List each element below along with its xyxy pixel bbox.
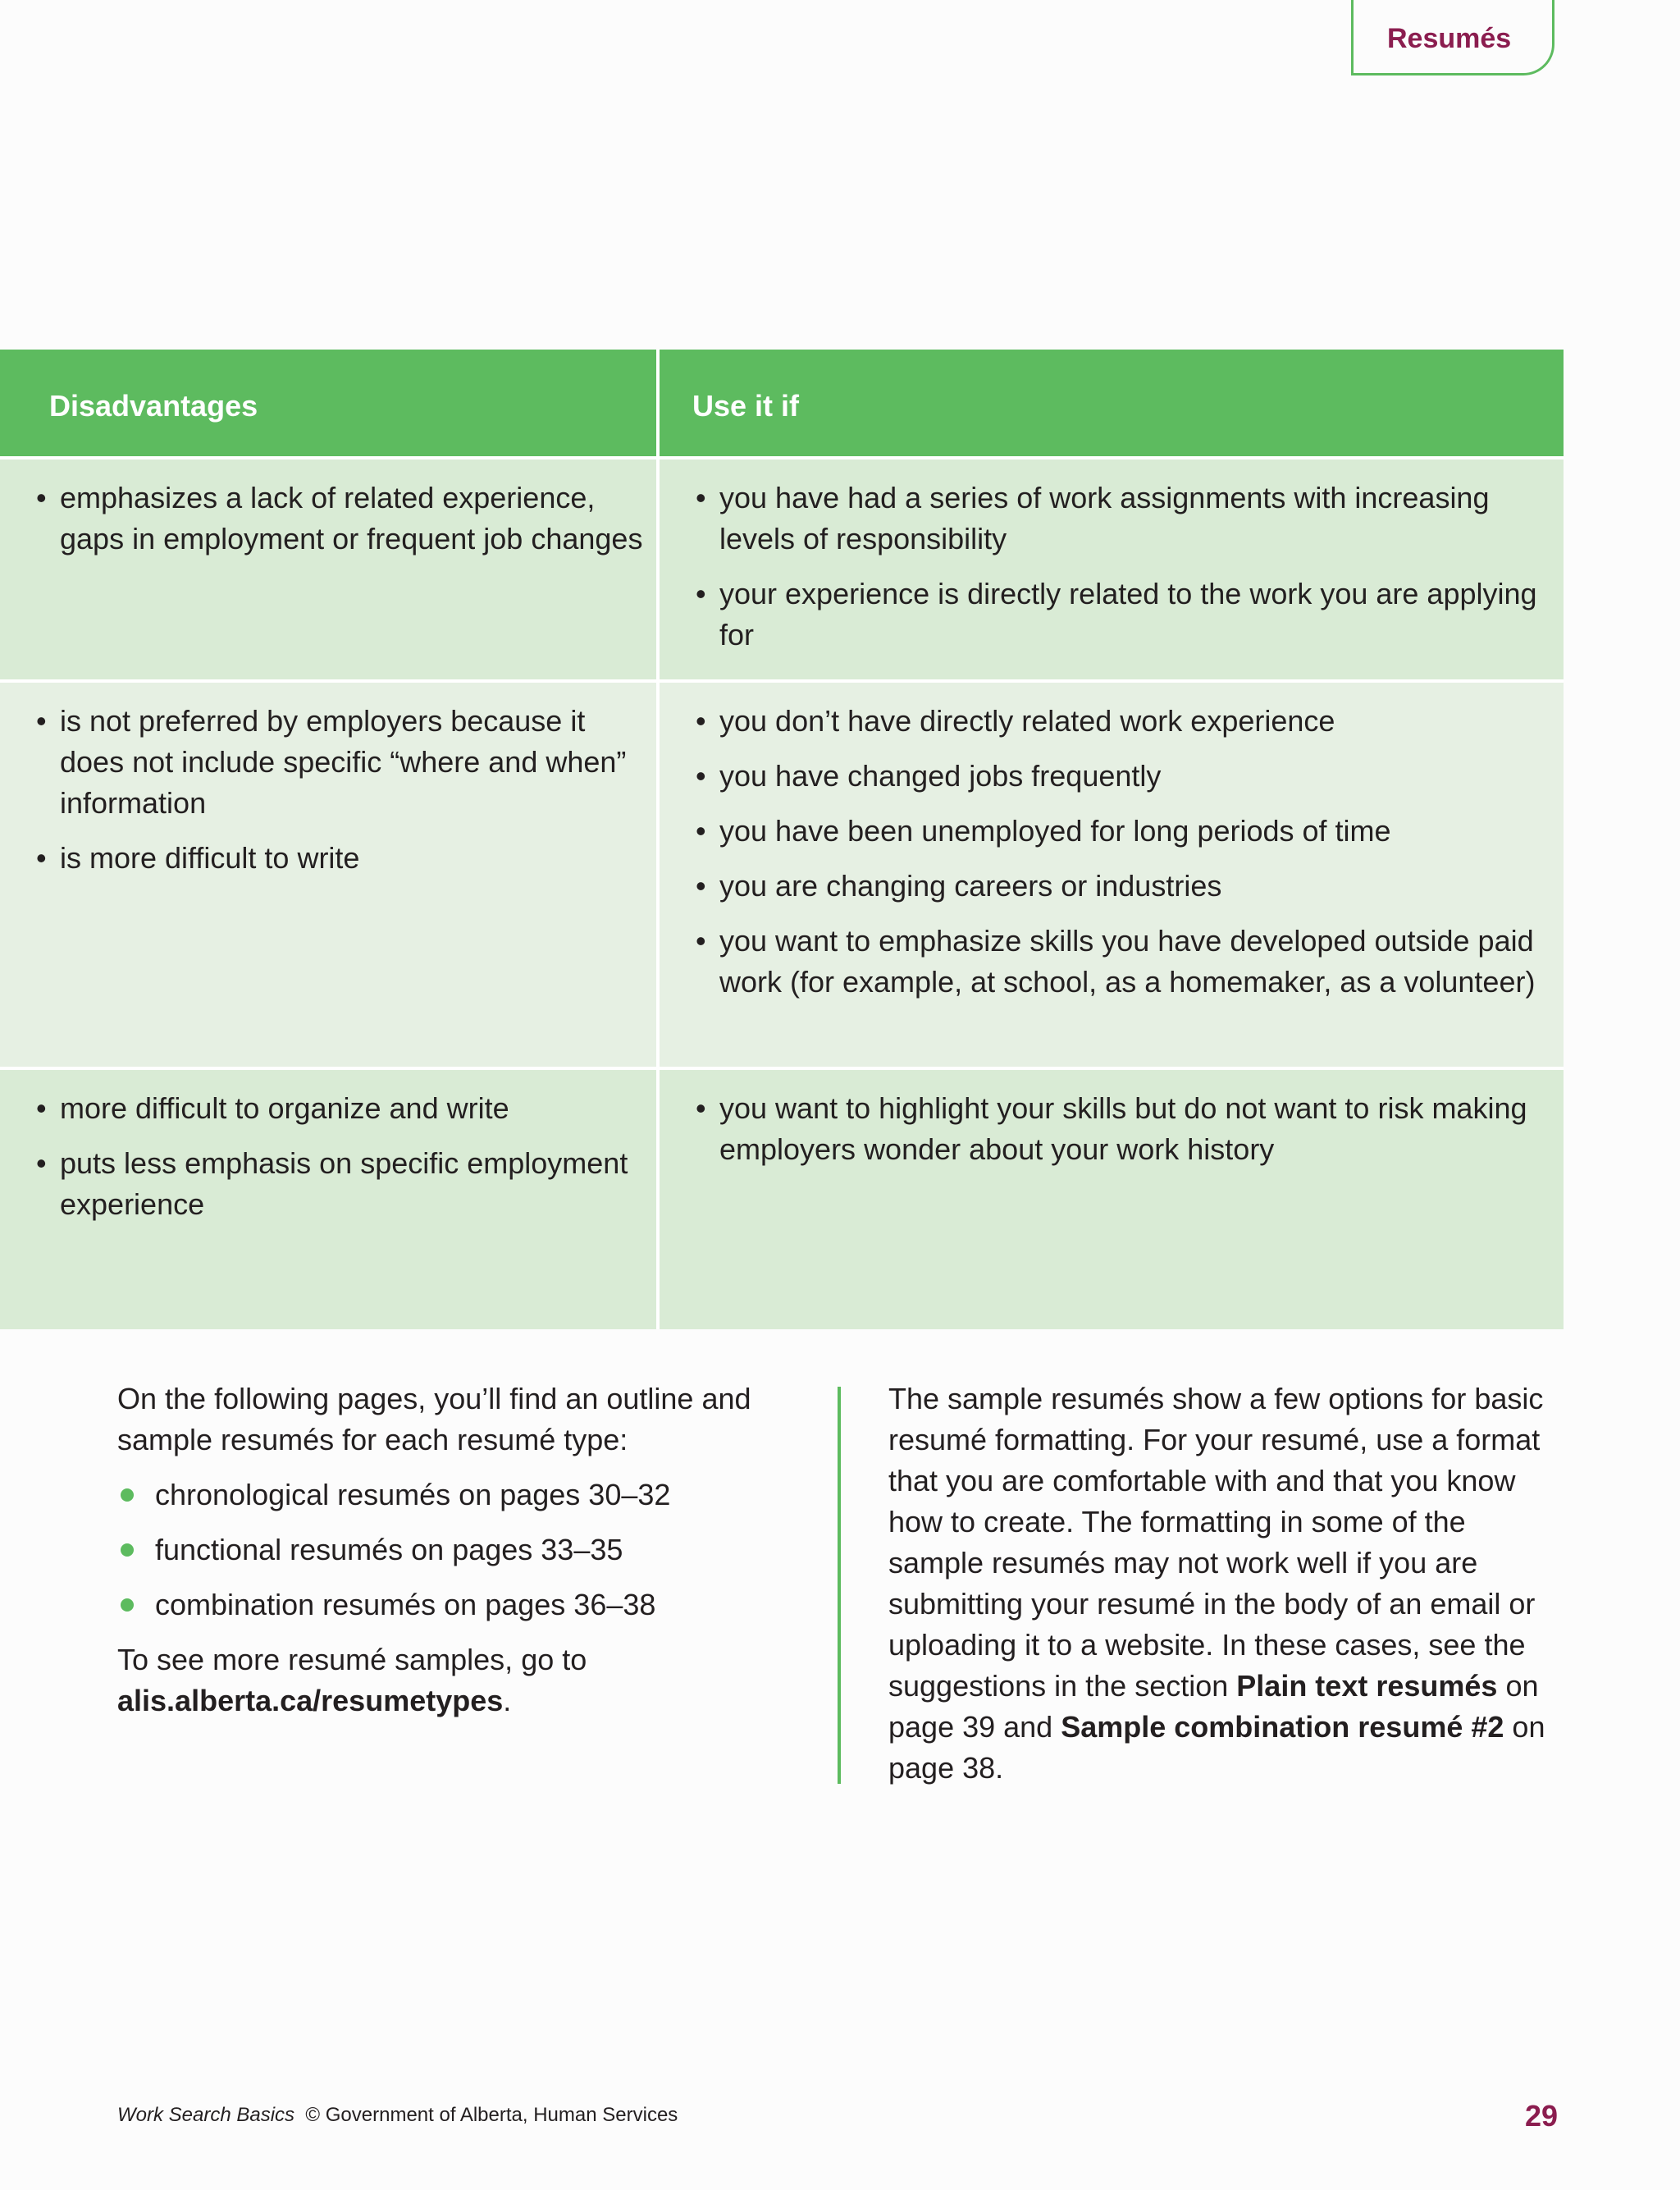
list-item: • you have changed jobs frequently xyxy=(696,756,1540,797)
resume-types-link[interactable]: alis.alberta.ca/resumetypes xyxy=(117,1684,504,1717)
list-item: • you have been unemployed for long periods of time xyxy=(696,811,1540,852)
copyright-text: © Government of Alberta, Human Services xyxy=(305,2104,678,2126)
list-item: functional resumés on pages 33–35 xyxy=(117,1529,790,1570)
column-header-use-it-if: Use it if xyxy=(656,350,1564,456)
use-if-cell xyxy=(656,459,1564,679)
list-item: • you want to emphasize skills you have developed outside paid work (for example, at school, as a homemaker, as a volunteer) xyxy=(696,921,1540,1003)
list-item: • is more difficult to write xyxy=(36,838,651,879)
sample-combination-ref: Sample combination resumé #2 xyxy=(1061,1710,1504,1744)
disadvantages-cell xyxy=(0,459,656,679)
page-number: 29 xyxy=(1525,2099,1559,2133)
more-samples-paragraph xyxy=(117,1639,790,1721)
list-item: • you don’t have directly related work experience xyxy=(696,701,1540,742)
formatting-paragraph xyxy=(888,1378,1561,1789)
list-item: • puts less emphasis on specific employment experience xyxy=(36,1143,651,1225)
more-samples-text: To see more resumé samples, go to xyxy=(117,1643,587,1676)
paragraph-text: on page 38. xyxy=(888,1710,1545,1785)
table-row xyxy=(0,679,1564,1067)
column-divider xyxy=(838,1387,841,1784)
section-tab xyxy=(1351,0,1554,75)
list-item: • is not preferred by employers because it does not include specific “where and when” information xyxy=(36,701,651,824)
list-item: • emphasizes a lack of related experience, gaps in employment or frequent job changes xyxy=(36,478,651,560)
publication-title: Work Search Basics xyxy=(117,2104,295,2126)
list-item: combination resumés on pages 36–38 xyxy=(117,1584,790,1625)
list-item: • you want to highlight your skills but do not want to risk making employers wonder about your work history xyxy=(696,1088,1540,1170)
disadvantages-cell xyxy=(0,683,656,1067)
paragraph-text: on page 39 and xyxy=(888,1669,1539,1744)
table-header-row xyxy=(0,350,1564,456)
list-item: • more difficult to organize and write xyxy=(36,1088,651,1129)
plain-text-resumes-ref: Plain text resumés xyxy=(1236,1669,1498,1703)
resume-type-list xyxy=(117,1474,790,1625)
list-item: • your experience is directly related to the work you are applying for xyxy=(696,574,1540,656)
list-item: • you have had a series of work assignments with increasing levels of responsibility xyxy=(696,478,1540,560)
right-text-column xyxy=(888,1378,1561,1789)
comparison-table xyxy=(0,350,1564,1329)
table-row xyxy=(0,1067,1564,1329)
table-row xyxy=(0,456,1564,679)
page-footer xyxy=(117,2104,678,2127)
list-item: • you are changing careers or industries xyxy=(696,866,1540,907)
intro-paragraph: On the following pages, you’ll find an outline and sample resumés for each resumé type: xyxy=(117,1382,751,1456)
paragraph-text: The sample resumés show a few options for basic resumé formatting. For your resumé, use a format that you are comfortable with and that you know how to create. The formatting in some of the sample resumés may not work well if you are submitting your resumé in the body of an email or uploading it to a website. In these cases, see the suggestions in the section xyxy=(888,1382,1544,1703)
link-suffix: . xyxy=(503,1684,512,1717)
use-if-cell xyxy=(656,1070,1564,1329)
column-header-disadvantages: Disadvantages xyxy=(0,350,656,456)
left-text-column xyxy=(117,1378,790,1721)
list-item: chronological resumés on pages 30–32 xyxy=(117,1474,790,1516)
section-tab-label: Resumés xyxy=(1387,23,1512,54)
disadvantages-cell xyxy=(0,1070,656,1329)
use-if-cell xyxy=(656,683,1564,1067)
